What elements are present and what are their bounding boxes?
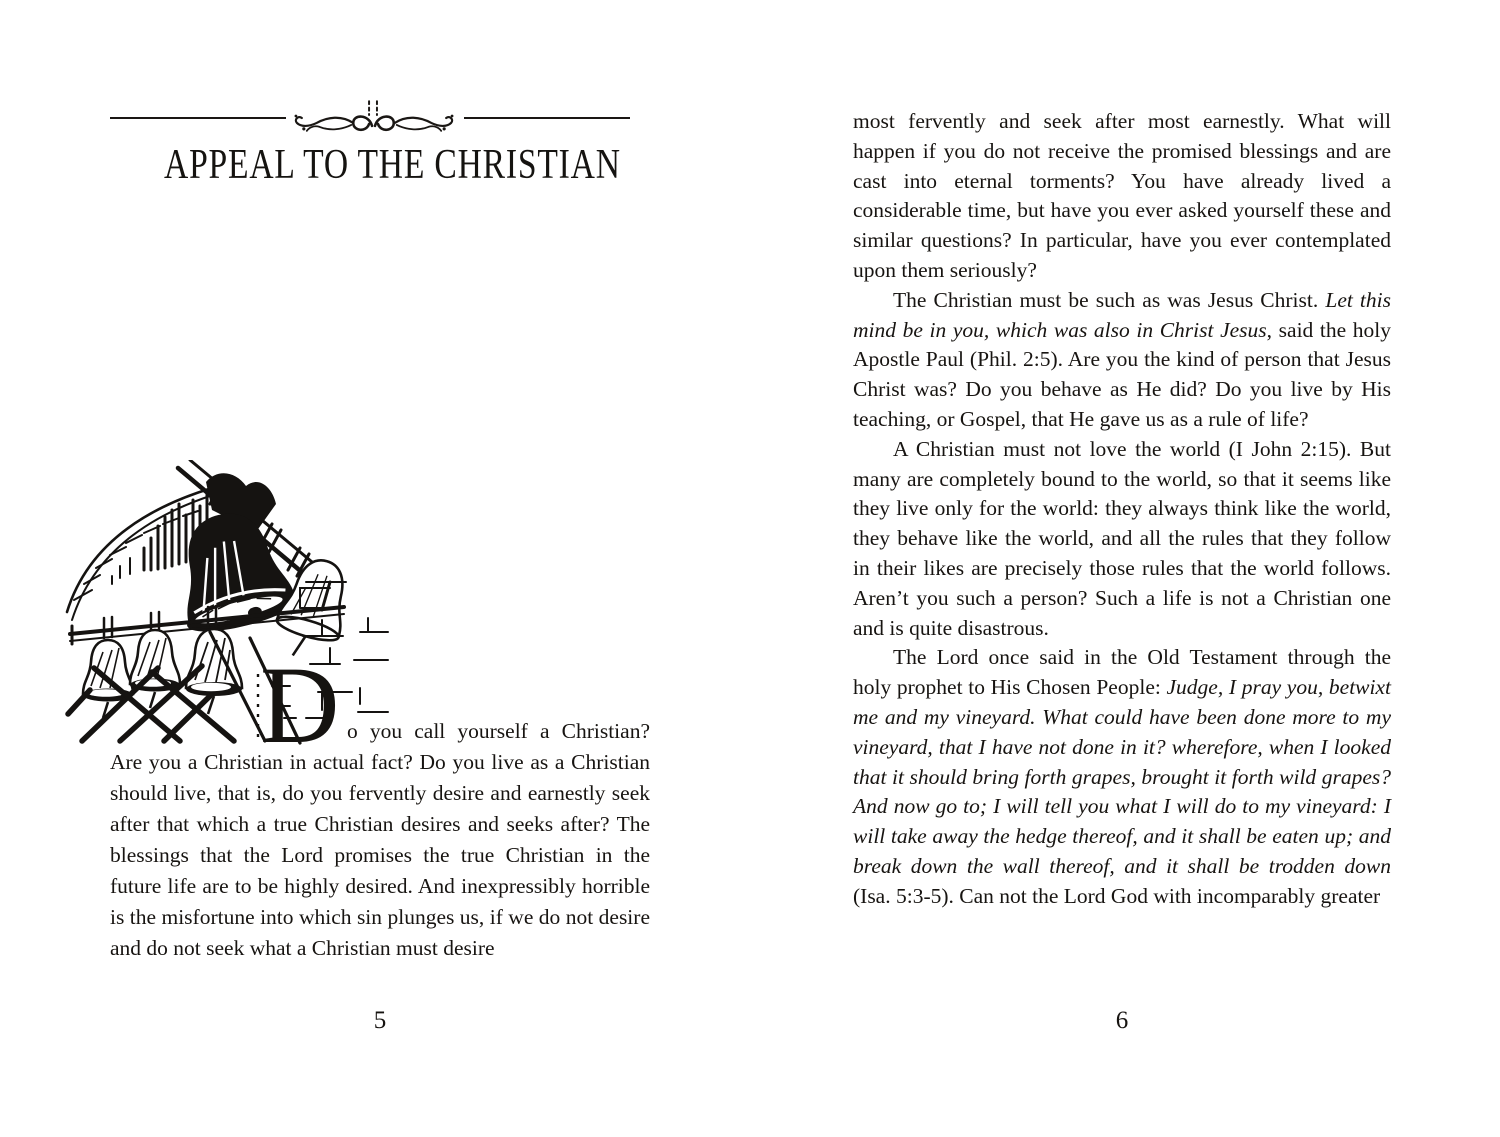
chapter-title: APPEAL TO THE CHRISTIAN	[164, 142, 621, 188]
paragraph: A Christian must not love the world (I John 2:15). But many are completely bound to the world, so that it seems like they live only for the world: they always think like the world, they behave like the world, and all the rules that they follow in their likes are precisely those rules that the world follows. Aren’t you such a person? Such a life is not a Christian one and is quite disastrous.	[853, 436, 1391, 640]
header-rule-right	[464, 117, 630, 119]
paragraph: most fervently and seek after most earnestly. What will happen if you do not receive the promised blessings and are cast into eternal torments? You have already lived a considerable time, but have you ever asked yourself these and similar questions? In particular, have you ever contemplated upon them seriously?	[853, 109, 1391, 282]
left-page-paragraph: o you call yourself a Christian? Are you a Christian in actual fact? Do you live as a Christian should live, that is, do you fervently desire and earnestly seek after that which a true Christian desires and seeks after? The blessings that the Lord promises the true Christian in the future life are to be highly desired. And inexpressibly horrible is the misfortune into which sin plunges us, if we do not desire and do not seek what a Christian must desire	[110, 719, 650, 960]
page-left	[110, 0, 650, 1137]
paragraph: The Christian must be such as was Jesus Christ. Let this mind be in you, which was also in Christ Jesus, said the holy Apostle Paul (Phil. 2:5). Are you the kind of person that Jesus Christ was? Do you behave as He did? Do you live by His teaching, or Gospel, that He gave us as a rule of life?	[853, 287, 1392, 431]
page-number-right: 6	[1115, 1007, 1129, 1034]
header-rule-left	[110, 117, 286, 119]
page-number-left: 5	[373, 1007, 387, 1034]
page-right	[853, 0, 1391, 1137]
right-page-text	[853, 107, 1391, 912]
paragraph: The Lord once said in the Old Testament through the holy prophet to His Chosen People: Judge, I pray you, betwixt me and my vineyard. What could have been done more to my vineyard, that I have not done in it? wherefore, when I looked that it should bring forth grapes, brought it forth wild grapes? And now go to; I will tell you what I will do to my vineyard: I will take away the hedge thereof, and it shall be eaten up; and break down the wall thereof, and it shall be trodden down (Isa. 5:3-5). Can not the Lord God with incomparably greater	[853, 645, 1391, 908]
church-bells-illustration-icon	[60, 460, 392, 745]
dropcap-letter: D	[260, 644, 340, 766]
floral-flourish-ornament-icon	[290, 98, 458, 138]
chapter-header	[110, 98, 650, 138]
